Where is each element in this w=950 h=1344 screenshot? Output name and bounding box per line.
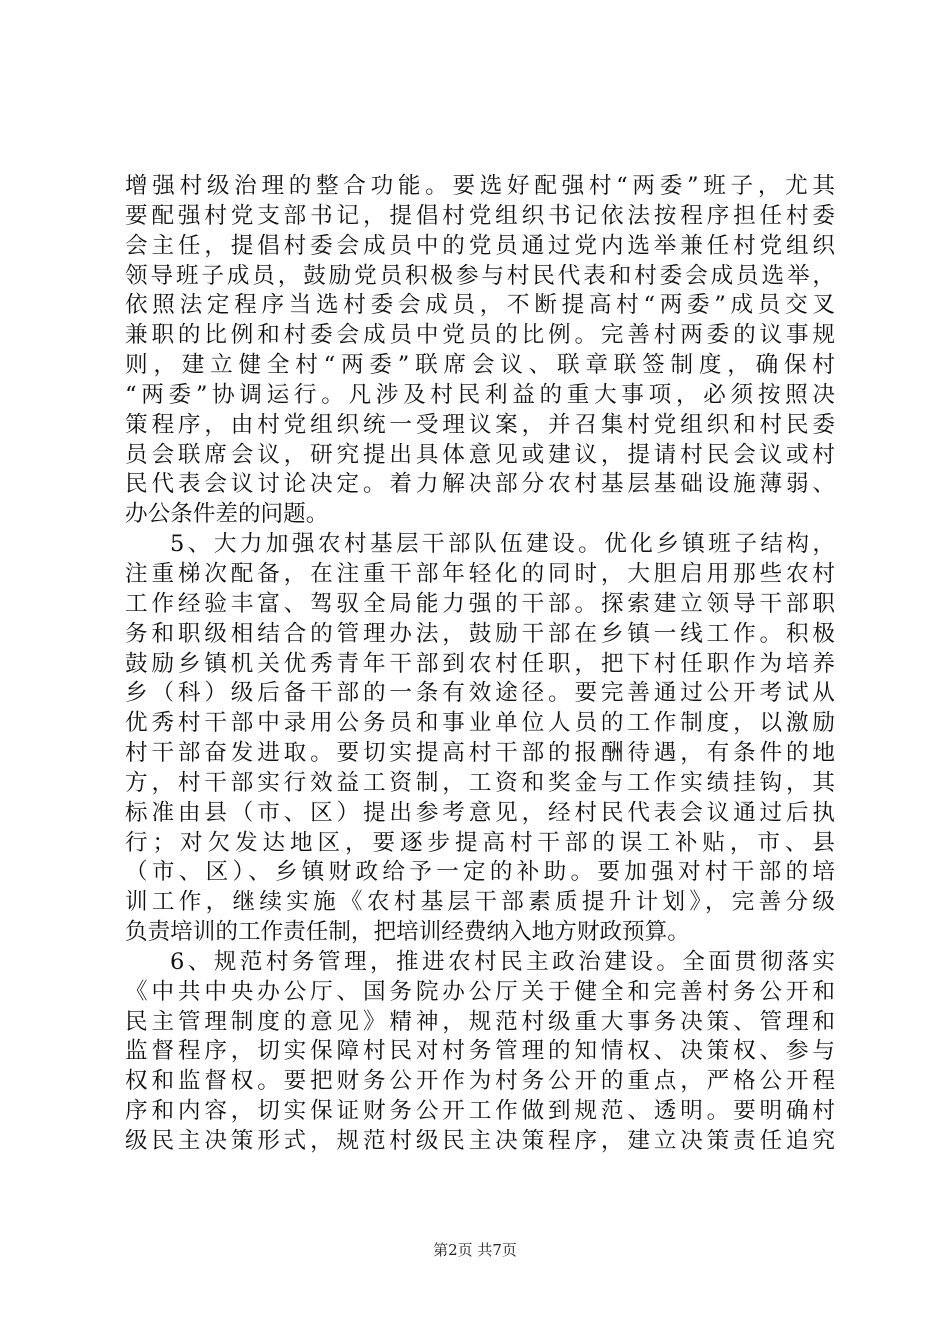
text-line: 要配强村党支部书记，提倡村党组织书记依法按程序担任村委 (125, 202, 835, 229)
text-line: 行；对欠发达地区，要逐步提高村干部的误工补贴，市、县 (125, 829, 835, 856)
text-line: 依照法定程序当选村委会成员，不断提高村“两委”成员交叉 (125, 292, 835, 319)
text-line: 工作经验丰富、驾驭全局能力强的干部。探索建立领导干部职 (125, 590, 835, 617)
text-line: 民主管理制度的意见》精神，规范村级重大事务决策、管理和 (125, 1008, 835, 1035)
text-line: （市、区）、乡镇财政给予一定的补助。要加强对村干部的培 (125, 859, 835, 886)
text-line: 策程序，由村党组织统一受理议案，并召集村党组织和村民委 (125, 411, 835, 438)
document-body (125, 172, 835, 1157)
text-line: 则，建立健全村“两委”联席会议、联章联签制度，确保村 (125, 352, 835, 379)
text-line: 会主任，提倡村委会成员中的党员通过党内选举兼任村党组织 (125, 232, 835, 259)
text-line: 员会联席会议，研究提出具体意见或建议，提请村民会议或村 (125, 441, 835, 468)
text-line: 负责培训的工作责任制，把培训经费纳入地方财政预算。 (125, 919, 690, 946)
text-line: 训工作，继续实施《农村基层干部素质提升计划》，完善分级 (125, 889, 835, 916)
text-line: 《中共中央办公厅、国务院办公厅关于健全和完善村务公开和 (125, 978, 835, 1005)
text-line: 监督程序，切实保障村民对村务管理的知情权、决策权、参与 (125, 1038, 835, 1065)
text-line: 方，村干部实行效益工资制，工资和奖金与工作实绩挂钩，其 (125, 769, 835, 796)
text-line: 优秀村干部中录用公务员和事业单位人员的工作制度，以激励 (125, 710, 835, 737)
text-line: 领导班子成员，鼓励党员积极参与村民代表和村委会成员选举， (125, 262, 835, 289)
text-line: 级民主决策形式，规范村级民主决策程序，建立决策责任追究 (125, 1128, 835, 1154)
text-line: 兼职的比例和村委会成员中党员的比例。完善村两委的议事规 (125, 322, 835, 349)
text-line: 民代表会议讨论决定。着力解决部分农村基层基础设施薄弱、 (125, 471, 835, 498)
text-line: 权和监督权。要把财务公开作为村务公开的重点，严格公开程 (125, 1068, 835, 1095)
text-line: 序和内容，切实保证财务公开工作做到规范、透明。要明确村 (125, 1098, 835, 1125)
text-line: 鼓励乡镇机关优秀青年干部到农村任职，把下村任职作为培养 (125, 650, 835, 677)
text-line: 办公条件差的问题。 (125, 501, 329, 528)
text-line: 注重梯次配备，在注重干部年轻化的同时，大胆启用那些农村 (125, 560, 835, 587)
text-line: 务和职级相结合的管理办法，鼓励干部在乡镇一线工作。积极 (125, 620, 835, 647)
text-line: 村干部奋发进取。要切实提高村干部的报酬待遇，有条件的地 (125, 740, 835, 767)
text-line: 乡（科）级后备干部的一条有效途径。要完善通过公开考试从 (125, 680, 835, 707)
text-line: “两委”协调运行。凡涉及村民利益的重大事项，必须按照决 (125, 381, 835, 408)
paragraph-start-line: 6、规范村务管理，推进农村民主政治建设。全面贯彻落实 (170, 948, 835, 975)
text-line: 标准由县（市、区）提出参考意见，经村民代表会议通过后执 (125, 799, 835, 826)
text-line: 增强村级治理的整合功能。要选好配强村“两委”班子，尤其 (125, 173, 835, 199)
page-number-footer: 第2页 共7页 (433, 1241, 517, 1259)
paragraph-start-line: 5、大力加强农村基层干部队伍建设。优化乡镇班子结构， (170, 531, 835, 558)
